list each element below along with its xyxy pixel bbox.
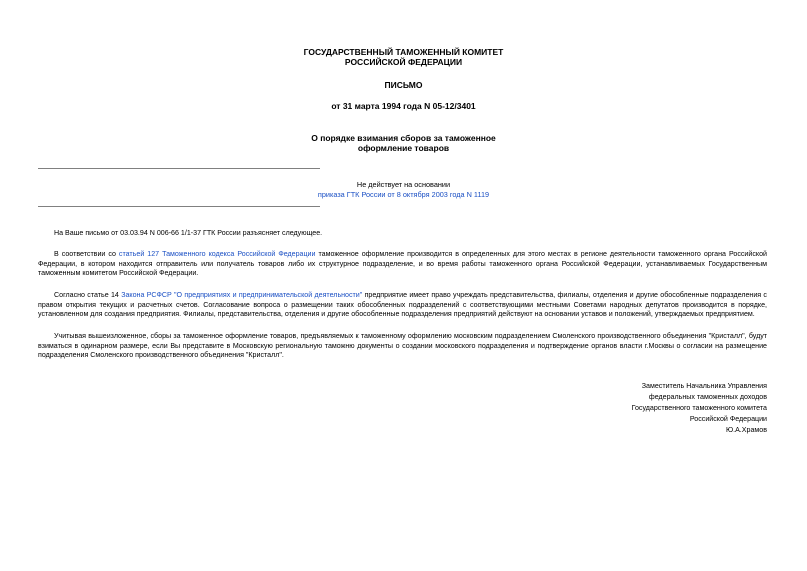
org-name-line1: ГОСУДАРСТВЕННЫЙ ТАМОЖЕННЫЙ КОМИТЕТ (303, 47, 504, 57)
signature-block (507, 381, 767, 436)
paragraph-2 (38, 250, 767, 279)
paragraph-4 (38, 332, 767, 361)
paragraph-2-pre: В соответствии со (54, 250, 119, 258)
customs-code-link[interactable]: статьей 127 Таможенного кодекса Российской Федерации (118, 250, 316, 258)
paragraph-3-post: предприятие имеет право учреждать представительства, филиалы, отделения и другие обособленные подразделения с правом открытия текущих и расчетных счетов. Согласование вопроса о размещении таких обособленных подразделений с соответствующими местными Советами народных депутатов производится в порядке, установленном для создания предприятия. Филиалы, представительства, отделения и другие обособленные подразделения предприятий действуют на основании уставов и положений, утверждаемых предприятием. (38, 291, 767, 319)
paragraph-4-text: Учитывая вышеизложенное, сборы за таможенное оформление товаров, предъявляемых к таможенному оформлению московским подразделением Смоленского производственного объединения "Кристалл", будут взиматься в одинарном размере, если Вы представите в Московскую региональную таможню документы о создании московского подразделения и подтверждение органов власти г.Москвы о согласии на размещение подразделения Смоленского производственного объединения "Кристалл". (38, 332, 767, 360)
doc-date-number: от 31 марта 1994 года N 05-12/3401 (331, 101, 476, 111)
signature-line1: Заместитель Начальника Управления (641, 382, 767, 390)
org-name-line2: РОССИЙСКОЙ ФЕДЕРАЦИИ (344, 57, 463, 67)
bottom-divider (38, 206, 320, 207)
doc-title-line2: оформление товаров (357, 143, 450, 153)
top-divider (38, 168, 320, 169)
paragraph-1-text: На Ваше письмо от 03.03.94 N 006-66 1/1-37 ГТК России разъясняет следующее. (54, 229, 323, 237)
signature-line3: Государственного таможенного комитета (631, 404, 767, 412)
signature-line2: федеральных таможенных доходов (648, 393, 767, 401)
paragraph-3-pre: Согласно статье 14 (54, 291, 122, 299)
signature-name: Ю.А.Храмов (725, 426, 767, 434)
status-link[interactable]: приказа ГТК России от 8 октября 2003 года N 1119 (317, 190, 490, 199)
status-link-row (0, 190, 807, 200)
doc-title-line1: О порядке взимания сборов за таможенное (311, 133, 496, 143)
paragraph-2-post: таможенное оформление производится в определенных для этого местах в регионе деятельности таможенного органа Российской Федерации, в котором находится отправитель или получатель товаров либо их структурное подразделение, и во время работы таможенного органа Российской Федерации, устанавливаемых Государственным таможенным комитетом Российской Федерации. (38, 250, 767, 278)
paragraph-3 (38, 291, 767, 320)
signature-line4: Российской Федерации (689, 415, 767, 423)
status-text: Не действует на основании (356, 180, 451, 189)
paragraph-1 (38, 229, 767, 239)
enterprise-law-link[interactable]: Закона РСФСР "О предприятиях и предпринимательской деятельности" (121, 291, 363, 299)
doc-type: ПИСЬМО (384, 80, 423, 90)
